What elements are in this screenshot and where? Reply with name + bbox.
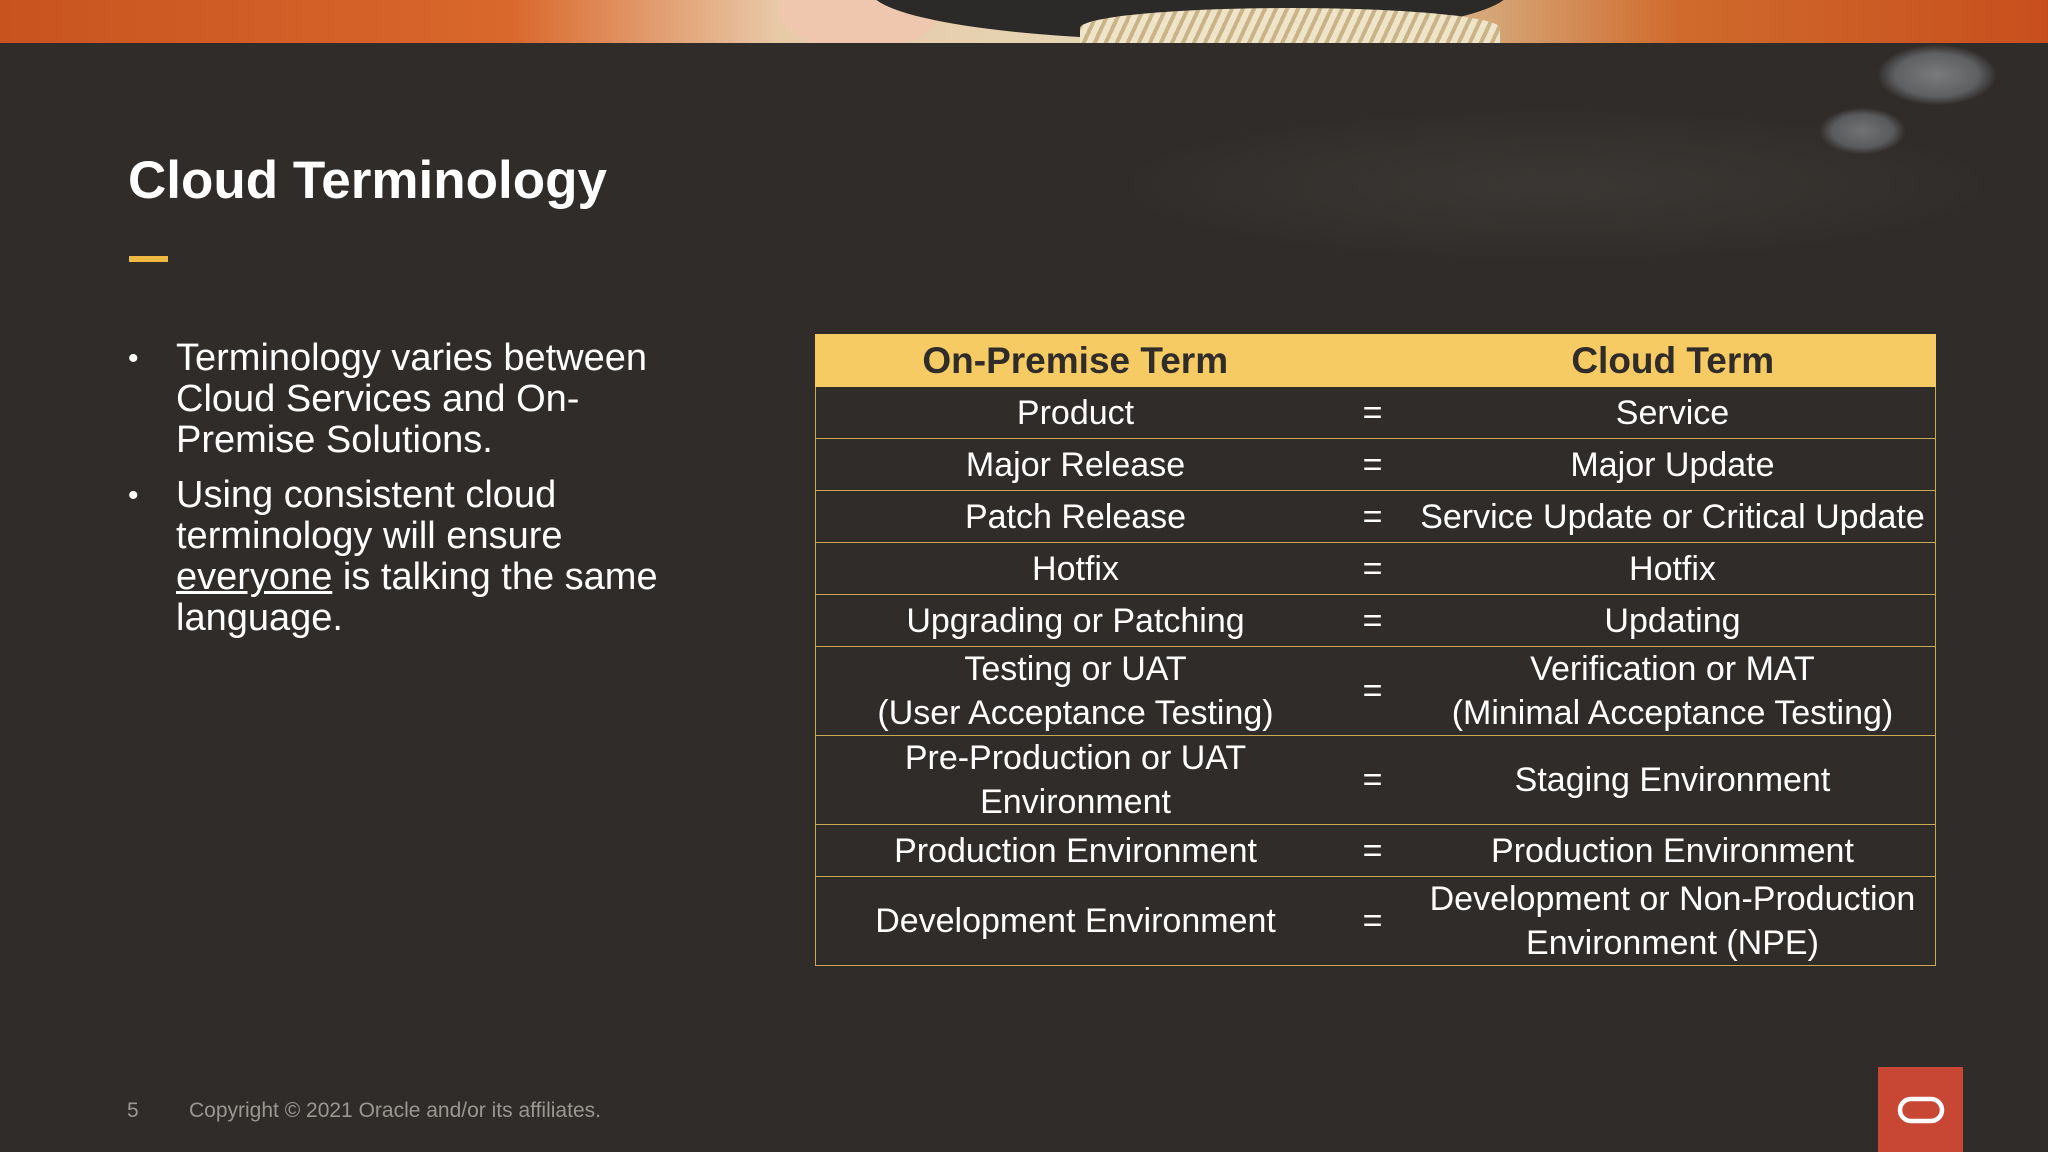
oracle-logo-icon — [1878, 1067, 1963, 1152]
table-row — [816, 825, 1936, 877]
table-row — [816, 877, 1936, 966]
table-row — [816, 387, 1936, 439]
decorative-banner — [0, 0, 2048, 43]
term-line: Testing or UAT — [964, 650, 1187, 688]
terminology-table — [815, 334, 1936, 966]
cloud-illustration — [1878, 45, 1996, 105]
term-line: Pre-Production or UAT — [904, 739, 1247, 777]
slide-title: Cloud Terminology — [128, 151, 607, 210]
equals-sign: = — [1335, 439, 1410, 491]
term-line: Development or Non-Production — [1429, 880, 1916, 918]
bullet-text: Terminology varies between Cloud Services and On-Premise Solutions. — [176, 337, 648, 461]
cloud-term — [1410, 647, 1936, 736]
page-number: 5 — [127, 1099, 139, 1122]
column-header-on-premise: On-Premise Term — [816, 335, 1336, 387]
bullet-emphasis: everyone — [176, 556, 333, 598]
cloud-term — [1410, 877, 1936, 966]
cloud-term: Service — [1410, 387, 1936, 439]
bullet-list — [128, 338, 708, 653]
bullet-dot-icon: • — [128, 342, 139, 375]
term-line: Environment (NPE) — [1526, 924, 1819, 962]
table-row — [816, 736, 1936, 825]
table-row — [816, 647, 1936, 736]
on-premise-term: Product — [816, 387, 1336, 439]
bullet-dot-icon: • — [128, 479, 139, 512]
term-line: Environment — [980, 783, 1171, 821]
on-premise-term — [816, 647, 1336, 736]
column-header-cloud: Cloud Term — [1410, 335, 1936, 387]
cloud-term: Service Update or Critical Update — [1410, 491, 1936, 543]
term-line: (Minimal Acceptance Testing) — [1451, 694, 1894, 732]
oracle-logo-shape — [1897, 1096, 1945, 1124]
bullet-text: Using consistent cloud terminology will ensure — [176, 474, 563, 557]
equals-sign: = — [1335, 543, 1410, 595]
term-line: (User Acceptance Testing) — [877, 694, 1274, 732]
on-premise-term: Major Release — [816, 439, 1336, 491]
cloud-term: Major Update — [1410, 439, 1936, 491]
bullet-text: is talking the same language. — [176, 556, 658, 639]
equals-sign: = — [1335, 387, 1410, 439]
equals-sign: = — [1335, 877, 1410, 966]
on-premise-term: Patch Release — [816, 491, 1336, 543]
equals-sign: = — [1335, 595, 1410, 647]
equals-sign: = — [1335, 825, 1410, 877]
cloud-term: Hotfix — [1410, 543, 1936, 595]
cloud-term: Updating — [1410, 595, 1936, 647]
column-header-equals — [1335, 335, 1410, 387]
title-accent-bar — [129, 256, 168, 262]
table-row — [816, 595, 1936, 647]
on-premise-term: Upgrading or Patching — [816, 595, 1336, 647]
cloud-illustration — [1820, 108, 1905, 154]
bullet-item — [128, 338, 708, 461]
on-premise-term: Development Environment — [816, 877, 1336, 966]
bullet-item — [128, 475, 708, 639]
banner-shape — [1080, 8, 1500, 43]
table-row — [816, 491, 1936, 543]
equals-sign: = — [1335, 736, 1410, 825]
table-row — [816, 439, 1936, 491]
cloud-term: Staging Environment — [1410, 736, 1936, 825]
on-premise-term: Production Environment — [816, 825, 1336, 877]
term-line: Verification or MAT — [1530, 650, 1815, 688]
table-row — [816, 543, 1936, 595]
on-premise-term — [816, 736, 1336, 825]
cloud-term: Production Environment — [1410, 825, 1936, 877]
copyright-text: Copyright © 2021 Oracle and/or its affiliates. — [189, 1099, 601, 1122]
equals-sign: = — [1335, 491, 1410, 543]
table-header-row — [816, 335, 1936, 387]
on-premise-term: Hotfix — [816, 543, 1336, 595]
equals-sign: = — [1335, 647, 1410, 736]
